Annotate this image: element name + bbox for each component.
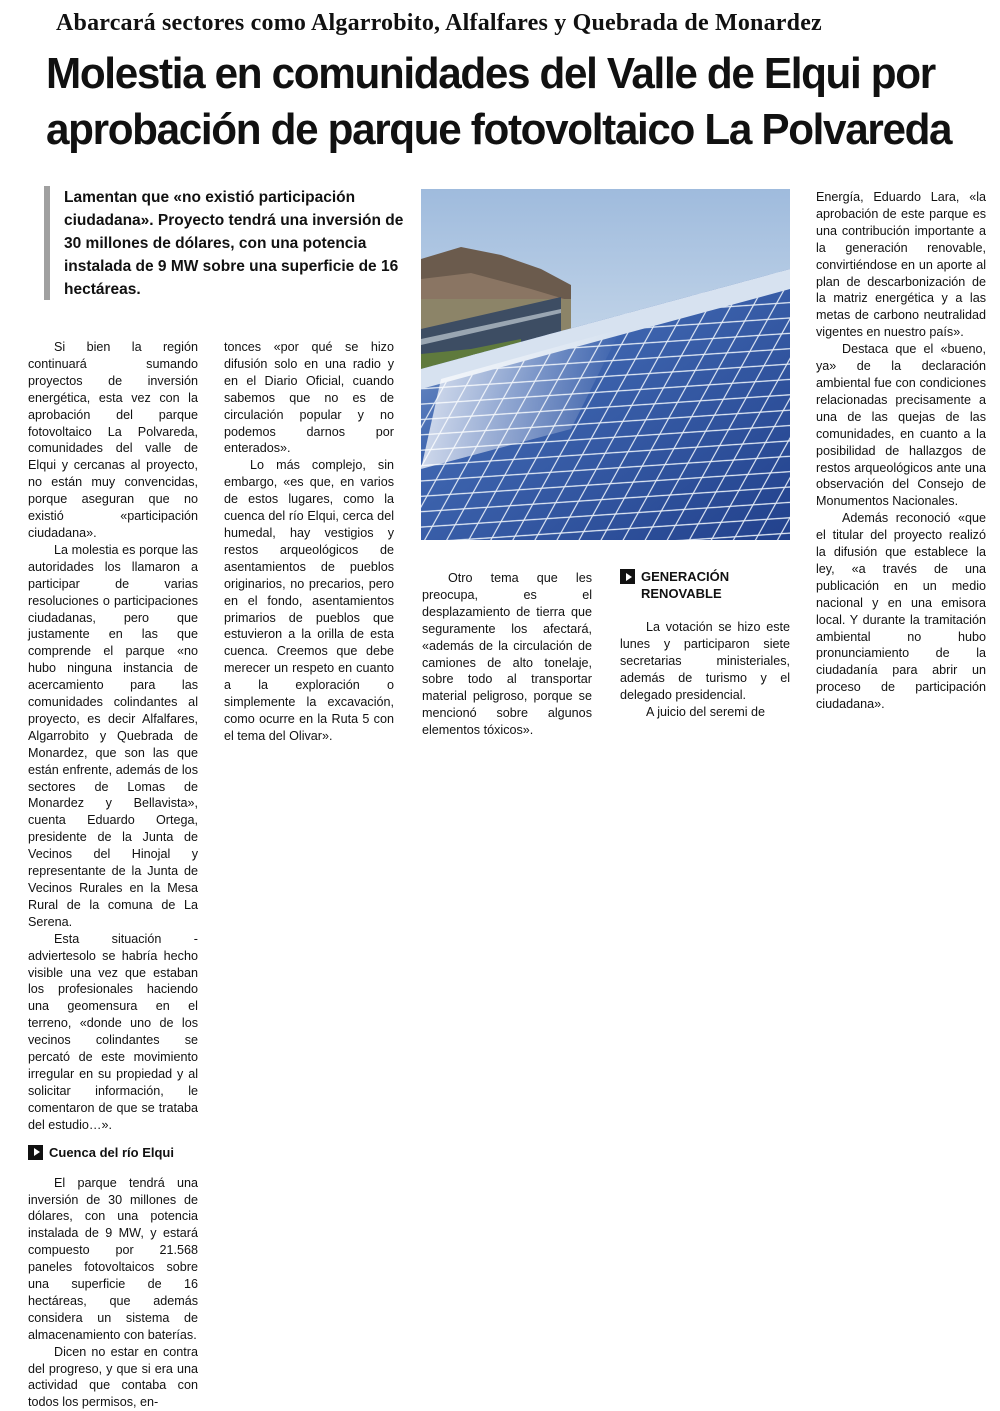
col4-paragraph-2: A juicio del seremi de xyxy=(646,704,766,719)
col5-paragraph-1: Energía, Eduardo Lara, «la aprobación de este parque es una contribución importante a la generación renovable, convirtiéndose en un aporte al plan de descarbonización de la matriz energética y a las metas de carbono neutralidad vigentes en nuestro país». xyxy=(816,190,986,340)
play-arrow-icon xyxy=(28,1145,43,1160)
article-kicker: Abarcará sectores como Algarrobito, Alfalfares y Quebrada de Monardez xyxy=(56,10,822,36)
article-lead: Lamentan que «no existió participación ciudadana». Proyecto tendrá una inversión de 30 millones de dólares, con una potencia instalada de 9 MW sobre una superficie de 16 hectáreas. xyxy=(44,186,414,300)
subheading-cuenca xyxy=(28,1144,198,1161)
column-4 xyxy=(620,619,790,720)
col5-paragraph-3: Además reconoció «que el titular del proyecto realizó la difusión que establece la ley, «a través de una publicación en un medio nacional y en una emisora local. Y durante la tramitación ambiental no hubo pronunciamiento de la ciudadanía para abrir un proceso de participación ciudadana». xyxy=(816,511,986,712)
col1-paragraph-3: Esta situación -adviertesolo se habría hecho visible una vez que estaban los profesionales haciendo una geomensura en el terreno, «donde uno de los vecinos colindantes se percató de este movimiento irregular en su propiedad y al solicitar información, le comentaron de que se trataba del estudio…». xyxy=(28,931,198,1132)
col3-paragraph-1: Otro tema que les preocupa, es el desplazamiento de tierra que seguramente los afectará, «además de la circulación de camiones de alto tonelaje, sobre todo al transportar material peligroso, porque se mencionó sobre algunos elementos tóxicos». xyxy=(422,571,592,738)
column-1 xyxy=(28,339,198,1411)
column-2 xyxy=(224,339,394,745)
col2-paragraph-2: Lo más complejo, sin embargo, «es que, en varios de estos lugares, como la cuenca del río Elqui, cerca del humedal, hay vestigios y restos arqueológicos de asentamientos de pueblos originarios, no precarios, pero en el fondo, asentamientos primarios de pueblos que estuvieron a la orilla de esta cuenca. Creemos que debe merecer un respeto en cuanto a la exploración o simplemente la excavación, como ocurre en la Ruta 5 con el tema del Olivar». xyxy=(224,458,394,743)
col1-paragraph-2: La molestia es porque las autoridades los llamaron a participar de varias resoluciones o participaciones ciudadanas, pero que justamente en las que comprende el parque «no hubo ninguna instancia de acercamiento para las comunidades colindantes al proyecto, es decir Alfalfares, Algarrobito y Quebrada de Monardez, que son las que están enfrente, además de los sectores de Lomas de Monardez y Bellavista», cuenta Eduardo Ortega, presidente de la Junta de Vecinos del Hinojal y representante de la Junta de Vecinos Rurales en la Mesa Rural de la comuna de La Serena. xyxy=(28,542,198,929)
subheading-cuenca-text: Cuenca del río Elqui xyxy=(49,1144,174,1160)
col1-paragraph-5: Dicen no estar en contra del progreso, y que si era una actividad que contaba con todos los permisos, en- xyxy=(28,1344,198,1410)
col1-paragraph-1: Si bien la región continuará sumando proyectos de inversión energética, esta vez con la aprobación del parque fotovoltaico La Polvareda, comunidades del valle de Elqui y cercanas al proyecto, no están muy convencidas, porque aseguran que no existió «participación ciudadana». xyxy=(28,340,198,540)
subheading-generacion xyxy=(620,568,800,602)
column-5 xyxy=(816,189,986,713)
play-arrow-icon xyxy=(620,569,635,584)
col1-paragraph-4: El parque tendrá una inversión de 30 millones de dólares, con una potencia instalada de 9 MW, y estará compuesto por 21.568 paneles fotovoltaicos sobre una superficie de 16 hectáreas, que además considera un sistema de almacenamiento con baterías. xyxy=(28,1175,198,1342)
col4-paragraph-1: La votación se hizo este lunes y participaron siete secretarias ministeriales, además de turismo y el delegado presidencial. xyxy=(620,620,790,702)
column-3 xyxy=(422,570,592,739)
col2-paragraph-1: tonces «por qué se hizo difusión solo en una radio y en el Diario Oficial, cuando sabemos que no es de circulación popular y no podemos darnos por enterados». xyxy=(224,340,394,456)
headline-line-1: Molestia en comunidades del Valle de Elqui por xyxy=(46,49,935,98)
headline-line-2: aprobación de parque fotovoltaico La Polvareda xyxy=(46,105,952,154)
article-headline xyxy=(46,46,952,158)
subheading-generacion-text: GENERACIÓN RENOVABLE xyxy=(641,569,730,601)
solar-panels-photo xyxy=(421,189,790,540)
col5-paragraph-2: Destaca que el «bueno, ya» de la declaración ambiental fue con condiciones relacionadas precisamente a una de las quejas de las comunidades, en cuanto a la posibilidad de hallazgos de restos arqueológicos ante una observación del Consejo de Monumentos Nacionales. xyxy=(816,342,986,509)
